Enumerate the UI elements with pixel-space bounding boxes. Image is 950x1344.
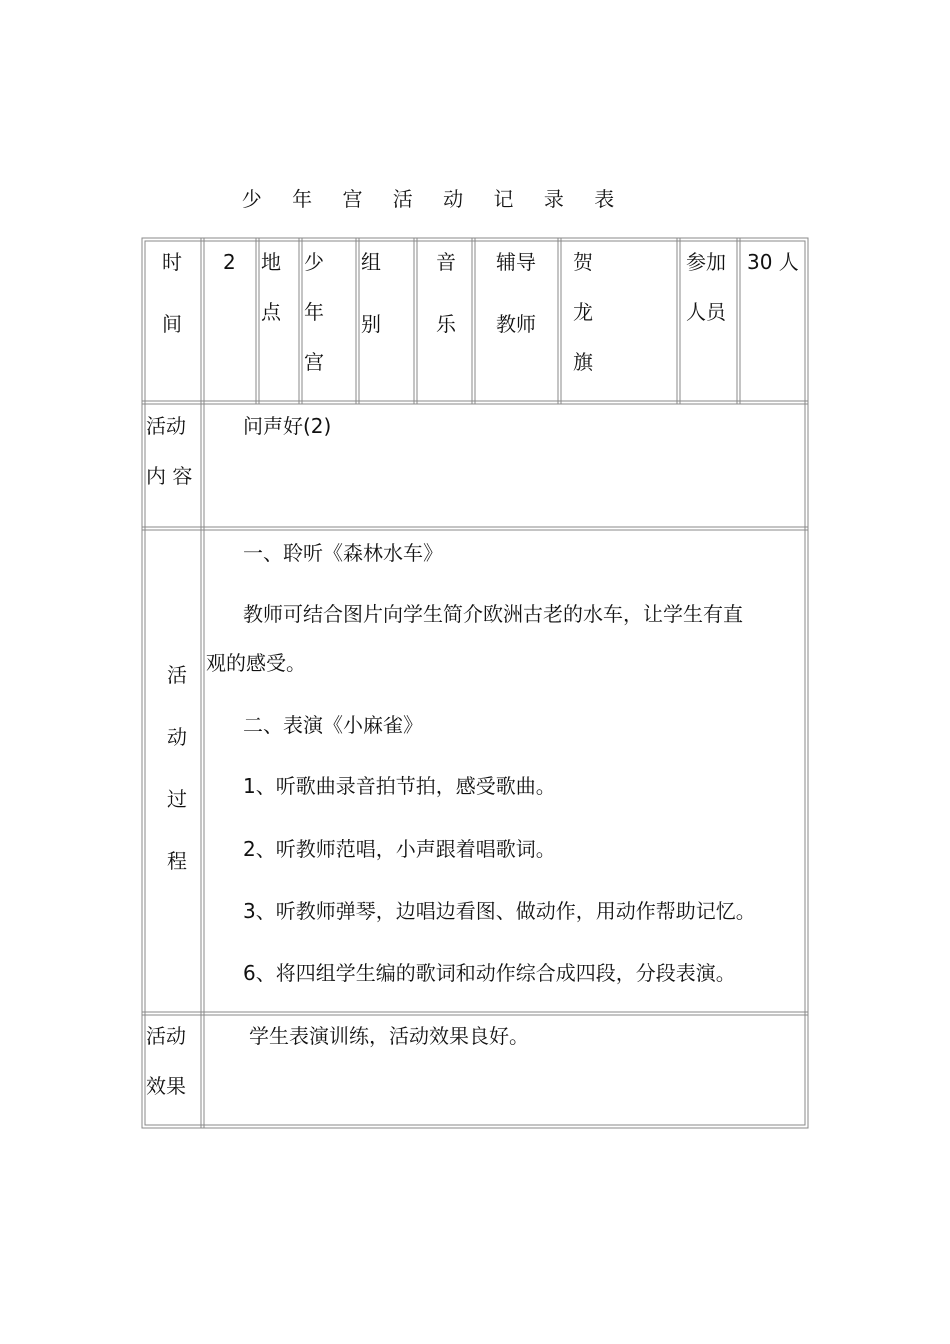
effect-value: 学生表演训练，活动效果良好。	[249, 1024, 529, 1048]
time-label-char-1: 时	[162, 250, 182, 274]
place-value-char-3: 宫	[304, 350, 324, 374]
process-line-5: 1、听歌曲录音拍节拍，感受歌曲。	[243, 774, 556, 798]
participants-label-line-2: 人员	[686, 300, 726, 324]
process-line-3: 观的感受。	[206, 651, 306, 675]
content-label-line-1: 活动	[146, 414, 186, 438]
teacher-value-char-3: 旗	[573, 350, 593, 374]
teacher-value-char-2: 龙	[573, 300, 593, 324]
effect-label-line-1: 活动	[146, 1024, 186, 1048]
process-label-char-2: 动	[167, 725, 187, 749]
content-label-line-2: 内 容	[146, 464, 193, 488]
process-label-char-1: 活	[167, 663, 187, 687]
group-label-char-1: 组	[361, 250, 381, 274]
content-label	[146, 414, 192, 488]
effect-label-line-2: 效果	[146, 1074, 186, 1098]
place-value	[304, 250, 324, 374]
place-label-char-1: 地	[261, 250, 281, 274]
process-label-char-4: 程	[167, 849, 187, 873]
effect-label	[146, 1024, 186, 1098]
time-label-char-2: 间	[162, 312, 182, 336]
teacher-label	[496, 250, 536, 336]
process-line-1: 一、聆听《森林水车》	[243, 541, 443, 565]
participants-label	[686, 250, 726, 324]
page-title: 少 年 宫 活 动 记 录 表	[241, 187, 627, 211]
group-label-char-2: 别	[361, 312, 381, 336]
process-line-6: 2、听教师范唱，小声跟着唱歌词。	[243, 837, 556, 861]
place-value-char-1: 少	[304, 250, 324, 274]
group-label	[361, 250, 381, 336]
teacher-value-char-1: 贺	[573, 250, 593, 274]
group-value	[436, 250, 456, 336]
group-value-char-2: 乐	[436, 312, 456, 336]
process-line-2: 教师可结合图片向学生简介欧洲古老的水车，让学生有直	[243, 602, 743, 626]
process-line-8: 6、将四组学生编的歌词和动作综合成四段，分段表演。	[243, 961, 736, 985]
time-value: 2	[223, 250, 236, 274]
time-label	[162, 250, 182, 336]
participants-value: 30 人	[747, 250, 799, 274]
teacher-label-line-1: 辅导	[496, 250, 536, 274]
group-value-char-1: 音	[436, 250, 456, 274]
process-label	[167, 663, 187, 873]
place-label-char-2: 点	[261, 300, 281, 324]
process-line-7: 3、听教师弹琴，边唱边看图、做动作，用动作帮助记忆。	[243, 899, 756, 923]
teacher-value	[573, 250, 593, 374]
process-line-4: 二、表演《小麻雀》	[243, 713, 423, 737]
content-value: 问声好(2)	[243, 414, 332, 438]
participants-label-line-1: 参加	[686, 250, 726, 274]
process-label-char-3: 过	[167, 787, 187, 811]
place-value-char-2: 年	[304, 300, 324, 324]
place-label	[261, 250, 281, 324]
teacher-label-line-2: 教师	[496, 312, 536, 336]
